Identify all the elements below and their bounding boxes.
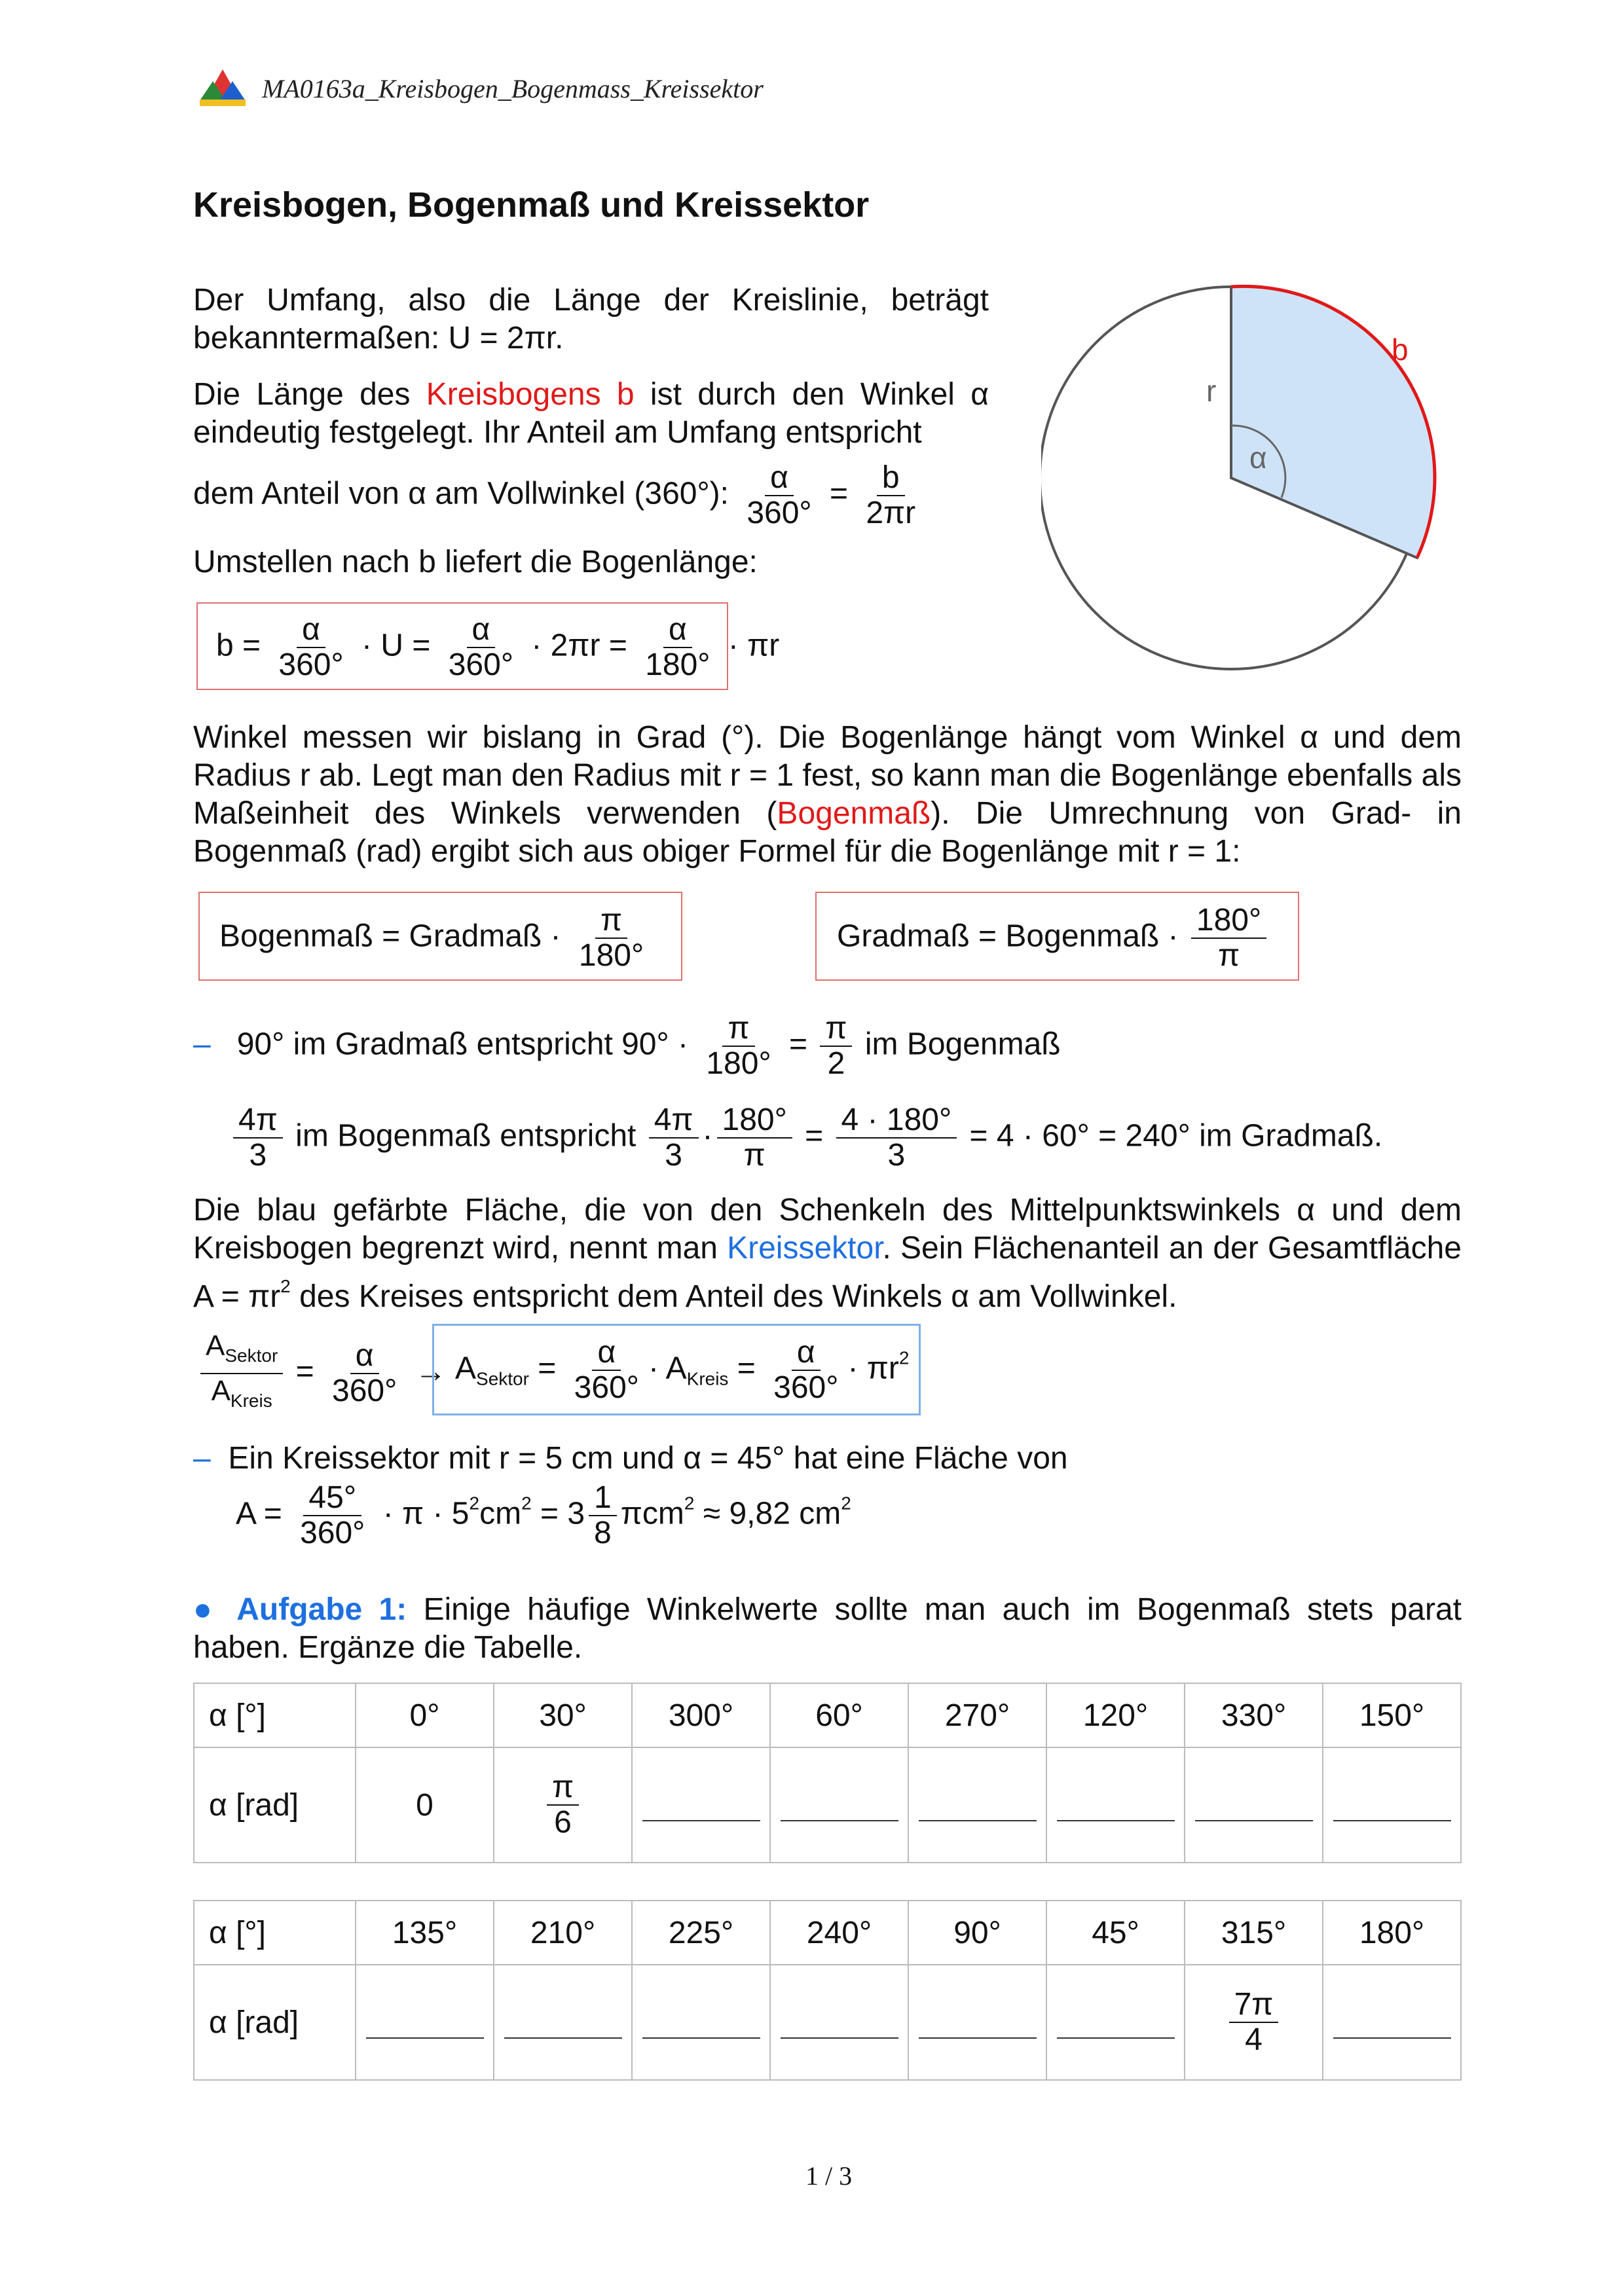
answer-blank[interactable] [781,2037,898,2039]
equals-sign: = [829,476,848,511]
intro-paragraph-1: Der Umfang, also die Länge der Kreislinie, beträgt bekanntermaßen: U = 2πr. [193,283,989,355]
table-row-radians: α [rad] $\frac{7\pi}{4}$ [194,1965,1461,2080]
answer-blank[interactable] [366,2037,484,2039]
conversion-table-1 [193,1683,1462,1863]
conversion-rad-to-grad: Gradmaß = Bogenmaß · $\frac{180^\circ}{\pi}$ [837,903,1270,973]
fraction: $\frac{b}{2\pi r}$ [866,460,916,530]
intro-text: Die Länge des [193,377,426,412]
label-b: b [1392,333,1409,367]
answer-blank[interactable] [1333,1820,1451,1821]
formula-b: b = $\frac{\alpha}{360^\circ}$ · U = $\frac{\alpha}{360^\circ}$ · 2πr = $\frac{\alpha}{180^\circ}$ · πr [216,612,780,682]
answer-blank[interactable] [919,2037,1037,2039]
task-1: ● Aufgabe 1: Einige häufige Winkelwerte sollte man auch im Bogenmaß stets parat haben. Ergänze die Tabelle. [193,1592,1462,1665]
kreisbogen-term: Kreisbogens b [426,377,635,412]
answer-blank[interactable] [1195,1820,1313,1821]
ratio-text: dem Anteil von α am Vollwinkel (360°): [193,476,729,511]
intro-paragraph-4: Umstellen nach b liefert die Bogenlänge: [193,545,758,579]
given-fraction: $\frac{7\pi}{4}$ [1185,1965,1323,2080]
intro-text: ist durch den Winkel α eindeutig festgelegt. Ihr Anteil am Umfang entspricht [193,377,989,450]
label-r: r [1206,374,1217,408]
kreissektor-term: Kreissektor [727,1231,883,1266]
logo-icon [200,68,246,115]
ratio-line [193,461,925,530]
intro-paragraph-2 [193,376,989,452]
table-row-degrees: α [°] 135° 210° 225° 240° 90° 45° 315° 180° [194,1901,1461,1965]
answer-blank[interactable] [1057,1820,1175,1821]
answer-blank[interactable] [781,1820,898,1821]
conversion-grad-to-rad: Bogenmaß = Gradmaß · $\frac{\pi}{180^\circ}$ [219,903,644,973]
paragraph-kreissektor: Die blau gefärbte Fläche, die von den Schenkeln des Mittelpunktswinkels α und dem Kreisbogen begrenzt wird, nennt man Kreissektor. Sein Flächenanteil an der Gesamtfläche $A = \pi r^2$ des Kreises entspricht dem Anteil des Winkels α am Vollwinkel. [193,1193,1462,1314]
circle-sector-diagram [1041,278,1447,692]
example-90-degrees: – 90° im Gradmaß entspricht 90° · $\frac{\pi}{180^\circ}$ = $\frac{\pi}{2}$ im Bogenmaß [193,1011,1061,1081]
example-4pi-over-3: $\frac{4\pi}{3}$ im Bogenmaß entspricht $\frac{4\pi}{3}$ · $\frac{180^\circ}{\pi}$ = $\frac{4 \cdot 180^\circ}{3}$ = 4 · 60° = 240° im Gradmaß. [229,1103,1382,1173]
conversion-table-2 [193,1900,1462,2081]
example-sektor-area-text: – Ein Kreissektor mit r = 5 cm und α = 45° hat eine Fläche von [193,1441,1068,1476]
answer-blank[interactable] [919,1820,1037,1821]
answer-blank[interactable] [504,2037,622,2039]
answer-blank[interactable] [642,2037,760,2039]
answer-blank[interactable] [1333,2037,1451,2039]
page-number: 1 / 3 [805,2161,853,2191]
table-row-degrees: α [°] 0° 30° 300° 60° 270° 120° 330° 150° [194,1683,1461,1747]
paragraph-bogenmass: Winkel messen wir bislang in Grad (°). Die Bogenlänge hängt vom Winkel α und dem Radius r ab. Legt man den Radius mit r = 1 fest, so kann man die Bogenlänge ebenfalls als Maßeinheit des Winkels verwenden (Bogenmaß). Die Umrechnung von Grad- in Bogenmaß (rad) ergibt sich aus obiger Formel für die Bogenlänge mit r = 1: [193,720,1462,869]
document-header: MA0163a_Kreisbogen_Bogenmass_Kreissektor [262,74,764,103]
given-fraction: $\frac{\pi}{6}$ [494,1747,632,1863]
sektor-ratio: $\frac{A_{Sektor}}{A_{Kreis}}$ = $\frac{\alpha}{360^\circ}$ → [196,1329,447,1418]
task-label: Aufgabe 1: [236,1592,407,1627]
table-row-radians: α [rad] 0 $\frac{\pi}{6}$ [194,1747,1461,1863]
answer-blank[interactable] [642,1820,760,1821]
bogenmass-term: Bogenmaß [777,796,931,831]
fraction: $\frac{\alpha}{360^\circ}$ [747,460,812,530]
answer-blank[interactable] [1057,2037,1175,2039]
sektor-area-formula: $A_{Sektor}$ = $\frac{\alpha}{360^\circ}$ · $A_{Kreis}$ = $\frac{\alpha}{360^\circ}$ · $\pi r^2$ [455,1335,910,1405]
example-sektor-area-calc: A = $\frac{45^\circ}{360^\circ}$ · $\pi \cdot 5^2cm^2 = 3$ $\frac{1}{8}$ πcm$^2$ ≈ 9,82 $cm^2$ [236,1480,851,1550]
label-alpha: α [1249,441,1267,475]
bullet-icon: ● [193,1592,220,1627]
given-value: 0 [356,1747,494,1863]
page-title: Kreisbogen, Bogenmaß und Kreissektor [193,185,870,225]
